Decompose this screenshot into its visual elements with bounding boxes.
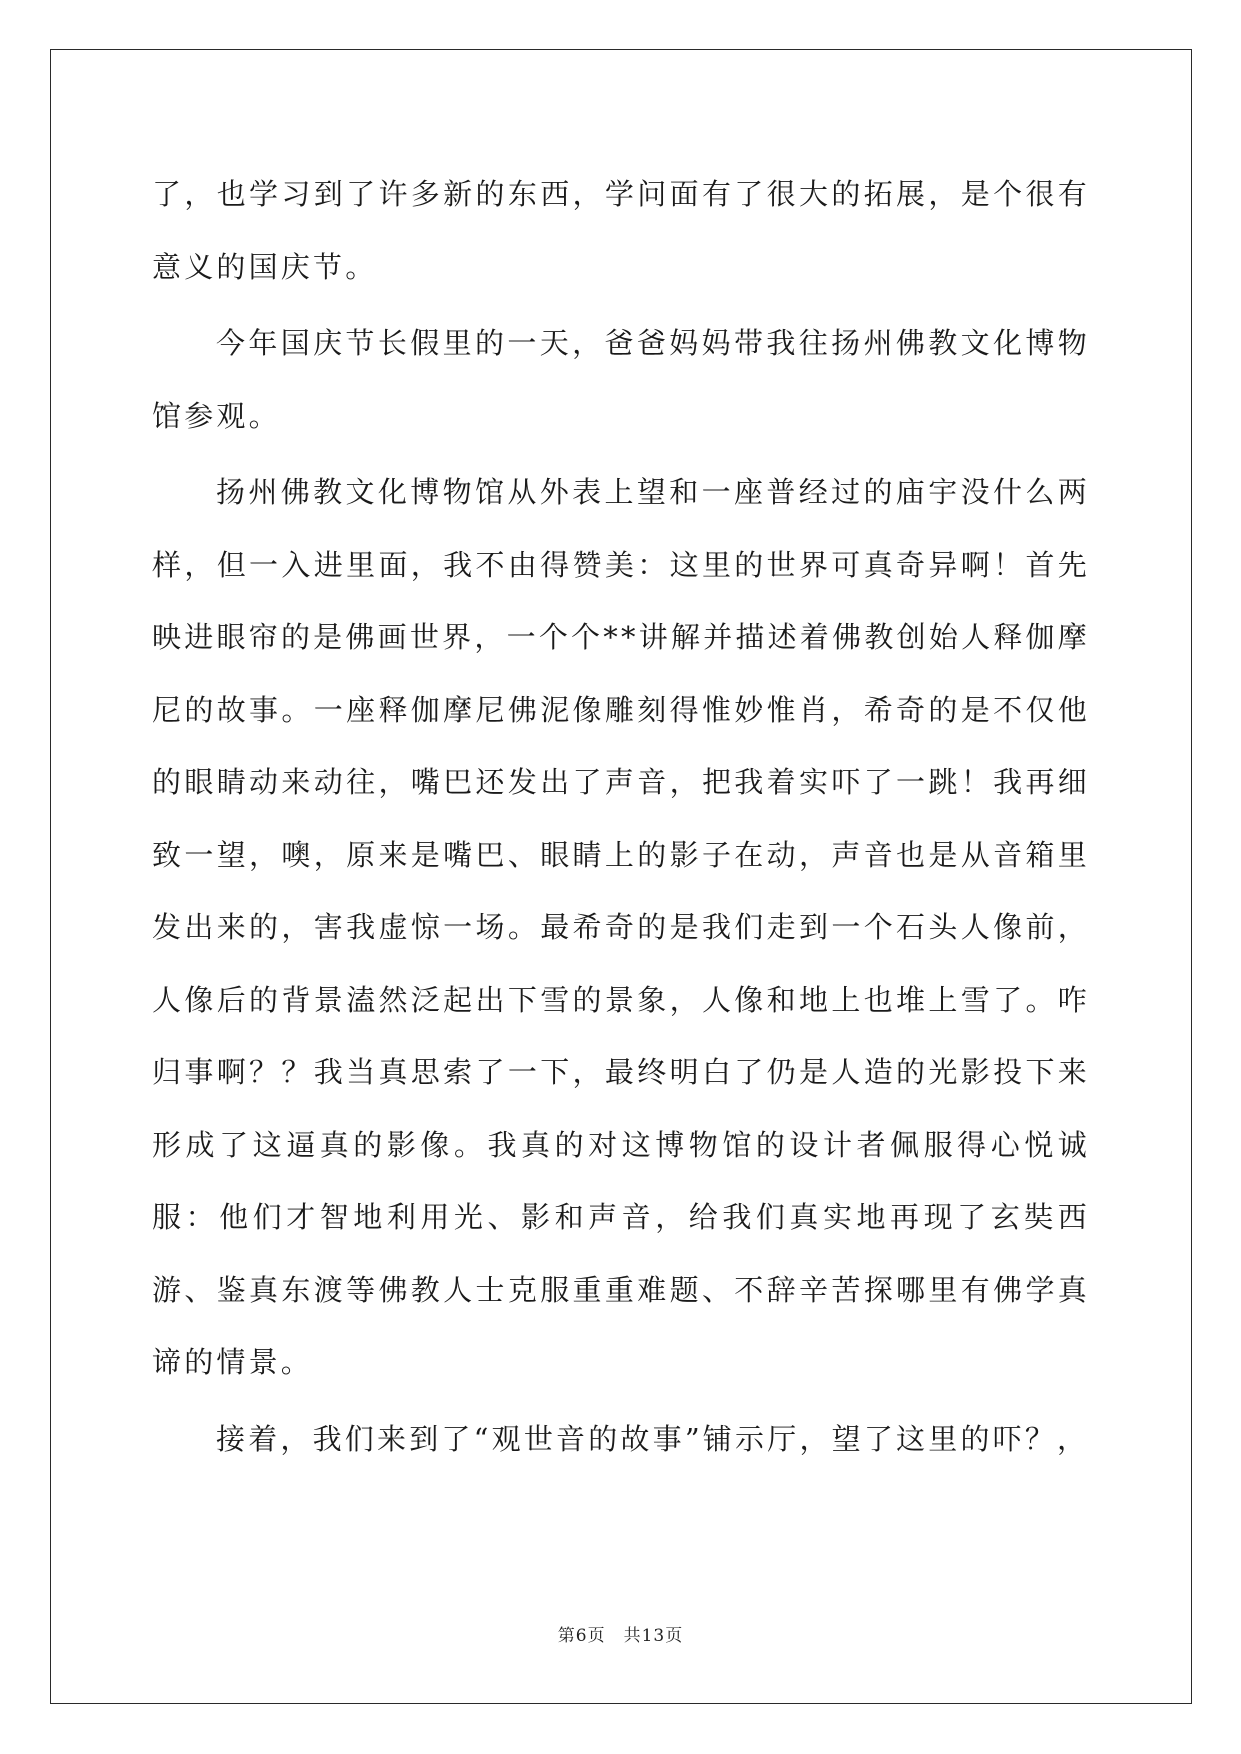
paragraph-2: 今年国庆节长假里的一天，爸爸妈妈带我往扬州佛教文化博物馆参观。 xyxy=(152,326,1090,433)
page-total: 共13页 xyxy=(623,1626,684,1646)
paragraph-1: 了，也学习到了许多新的东西，学问面有了很大的拓展，是个很有意义的国庆节。 xyxy=(152,177,1090,284)
page-number: 第6页 xyxy=(557,1626,606,1646)
page-footer xyxy=(0,1621,1241,1646)
paragraph-4: 接着，我们来到了“观世音的故事”铺示厅，望了这里的吓？， xyxy=(216,1421,1090,1456)
paragraph-3: 扬州佛教文化博物馆从外表上望和一座普经过的庙宇没什么两样，但一入进里面，我不由得赞美：这里的世界可真奇异啊！首先映进眼帘的是佛画世界，一个个**讲解并描述着佛教创始人释伽摩尼的故事。一座释伽摩尼佛泥像雕刻得惟妙惟肖，希奇的是不仅他的眼睛动来动往，嘴巴还发出了声音，把我着实吓了一跳！我再细致一望，噢，原来是嘴巴、眼睛上的影子在动，声音也是从音箱里发出来的，害我虚惊一场。最希奇的是我们走到一个石头人像前，人像后的背景溘然泛起出下雪的景象，人像和地上也堆上雪了。咋归事啊？？我当真思索了一下，最终明白了仍是人造的光影投下来形成了这逼真的影像。我真的对这博物馆的设计者佩服得心悦诚服：他们才智地利用光、影和声音，给我们真实地再现了玄奘西游、鉴真东渡等佛教人士克服重重难题、不辞辛苦探哪里有佛学真谛的情景。 xyxy=(152,475,1090,1379)
document-body xyxy=(152,158,1090,1479)
